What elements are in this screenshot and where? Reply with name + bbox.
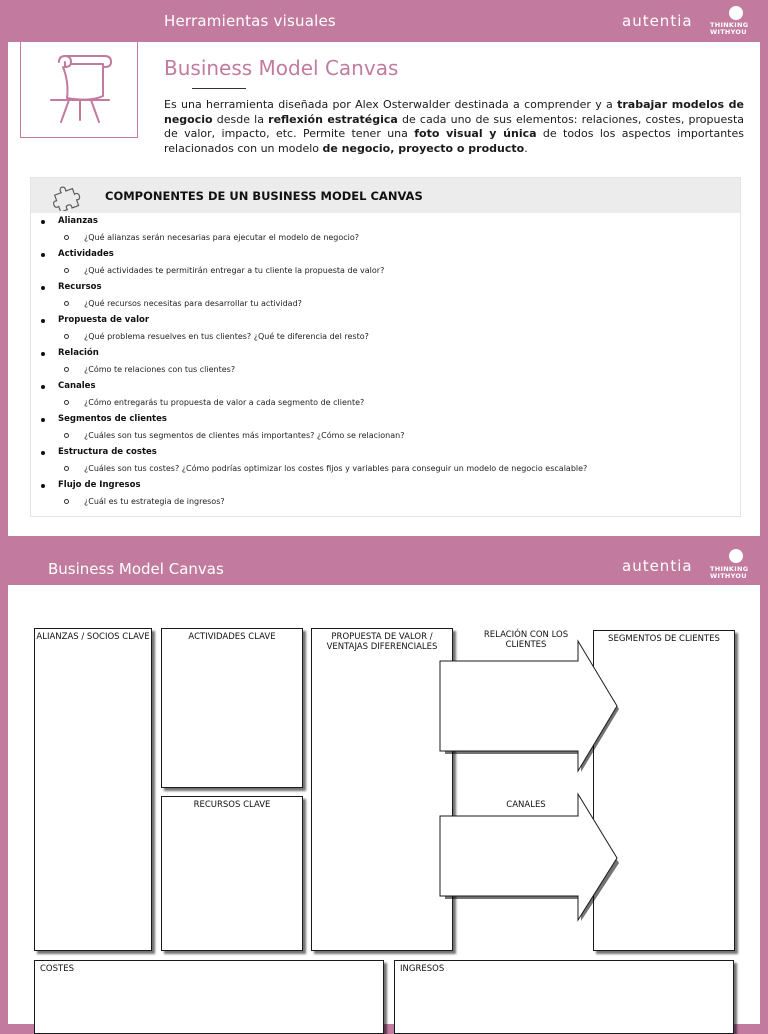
components-header [31, 178, 740, 213]
list-item [31, 381, 740, 414]
component-question: ¿Qué recursos necesitas para desarrollar tu actividad? [84, 299, 302, 308]
bullet-icon [41, 451, 45, 455]
component-question: ¿Cómo entregarás tu propuesta de valor a cada segmento de cliente? [84, 398, 365, 407]
component-name: Propuesta de valor [58, 315, 150, 325]
list-item [31, 447, 740, 480]
title-divider [192, 88, 246, 89]
brand-mark-icon [729, 6, 743, 20]
list-item [31, 414, 740, 447]
intro-bold-3: foto visual y única [414, 127, 537, 140]
intro-bold-2: reflexión estratégica [268, 112, 398, 126]
page1-header-title: Herramientas visuales [164, 12, 336, 30]
flipchart-easel-icon [21, 42, 137, 137]
canvas-ingresos-label: INGRESOS [400, 964, 445, 974]
bullet-icon [41, 484, 45, 488]
component-question: ¿Qué problema resuelves en tus clientes? ¿Qué te diferencia del resto? [84, 332, 369, 341]
components-section [30, 177, 741, 517]
canvas-canales-label: CANALES [506, 800, 546, 810]
canvas-costes-block[interactable] [34, 960, 384, 1034]
bullet-icon [41, 352, 45, 356]
canvas-alianzas-label: ALIANZAS / SOCIOS CLAVE [36, 632, 150, 642]
component-question: ¿Cuáles son tus costes? ¿Cómo podrías optimizar los costes fijos y variables para conseguir un modelo de negocio escalable? [84, 464, 588, 473]
intro-text-5: . [524, 141, 528, 155]
component-name: Alianzas [58, 216, 98, 226]
canvas-page [8, 585, 760, 1024]
page2-brand-mark-icon [729, 549, 743, 563]
canvas-propuesta-block[interactable] [311, 628, 453, 951]
intro-text-4: de todos los aspectos importantes relacionados con un modelo [164, 127, 744, 155]
doc-title: Business Model Canvas [164, 56, 399, 80]
component-name: Canales [58, 381, 96, 391]
bullet-icon [41, 286, 45, 290]
canales-arrow-shape[interactable] [439, 793, 621, 923]
canvas-relacion-label: RELACIÓN CON LOS CLIENTES [483, 630, 569, 650]
relacion-arrow-shape[interactable] [439, 640, 621, 775]
bullet-icon [41, 319, 45, 323]
brand-logo: autentia [622, 12, 693, 30]
page2-brand-tagline-line2: WITHYOU [710, 572, 747, 580]
page2-brand-tagline-line1: THINKING [710, 565, 749, 573]
puzzle-piece-icon [51, 181, 83, 211]
list-item [31, 282, 740, 315]
list-item [31, 216, 740, 249]
component-question: ¿Qué alianzas serán necesarias para ejecutar el modelo de negocio? [84, 233, 360, 242]
intro-text-1: Es una herramienta diseñada por Alex Osterwalder destinada a comprender y a [164, 98, 618, 111]
brand-tagline-line2: WITHYOU [710, 28, 747, 36]
sub-bullet-icon [64, 400, 69, 405]
intro-bold-4: de negocio, proyecto o producto [322, 141, 525, 155]
intro-text-2: desde la [212, 112, 269, 126]
sub-bullet-icon [64, 433, 69, 438]
component-question: ¿Cómo te relaciones con tus clientes? [84, 365, 236, 374]
page1-header [0, 0, 768, 42]
list-item [31, 480, 740, 513]
component-question: ¿Cuáles son tus segmentos de clientes más importantes? ¿Cómo se relacionan? [84, 431, 405, 440]
component-question: ¿Cuál es tu estrategia de ingresos? [84, 497, 225, 506]
intro-text-3: de cada uno de sus elementos: relaciones, costes, propuesta de valor, impacto, etc. Permite tener una [164, 112, 744, 140]
list-item [31, 348, 740, 381]
bullet-icon [41, 418, 45, 422]
components-list [31, 216, 740, 513]
sub-bullet-icon [64, 499, 69, 504]
canvas-recursos-block[interactable] [161, 796, 303, 951]
component-name: Recursos [58, 282, 102, 292]
page1-body [8, 42, 760, 536]
sub-bullet-icon [64, 466, 69, 471]
canvas-actividades-block[interactable] [161, 628, 303, 788]
page2-brand-logo: autentia [622, 557, 693, 575]
page2-brand-tagline [710, 566, 748, 580]
intro-bold-1: trabajar modelos de negocio [164, 98, 744, 126]
brand-tagline-line1: THINKING [710, 21, 749, 29]
component-name: Flujo de Ingresos [58, 480, 141, 490]
page2-header-title: Business Model Canvas [48, 560, 224, 578]
canvas-ingresos-block[interactable] [394, 960, 734, 1034]
sub-bullet-icon [64, 268, 69, 273]
component-name: Segmentos de clientes [58, 414, 167, 424]
canvas-recursos-label: RECURSOS CLAVE [193, 800, 271, 810]
component-name: Actividades [58, 249, 114, 259]
icon-box [20, 42, 138, 138]
bullet-icon [41, 220, 45, 224]
canvas-segmentos-label: SEGMENTOS DE CLIENTES [608, 634, 720, 644]
canvas-alianzas-block[interactable] [34, 628, 152, 951]
intro-paragraph [164, 98, 744, 156]
canvas-actividades-label: ACTIVIDADES CLAVE [188, 632, 276, 642]
list-item [31, 249, 740, 282]
components-title: COMPONENTES DE UN BUSINESS MODEL CANVAS [105, 189, 423, 203]
component-question: ¿Qué actividades te permitirán entregar a tu cliente la propuesta de valor? [84, 266, 385, 275]
brand-tagline [710, 22, 748, 36]
sub-bullet-icon [64, 301, 69, 306]
sub-bullet-icon [64, 334, 69, 339]
canvas-costes-label: COSTES [40, 964, 74, 974]
bullet-icon [41, 385, 45, 389]
component-name: Relación [58, 348, 99, 358]
component-name: Estructura de costes [58, 447, 157, 457]
bullet-icon [41, 253, 45, 257]
sub-bullet-icon [64, 367, 69, 372]
canvas-propuesta-label: PROPUESTA DE VALOR / VENTAJAS DIFERENCIALES [326, 632, 438, 652]
list-item [31, 315, 740, 348]
sub-bullet-icon [64, 235, 69, 240]
